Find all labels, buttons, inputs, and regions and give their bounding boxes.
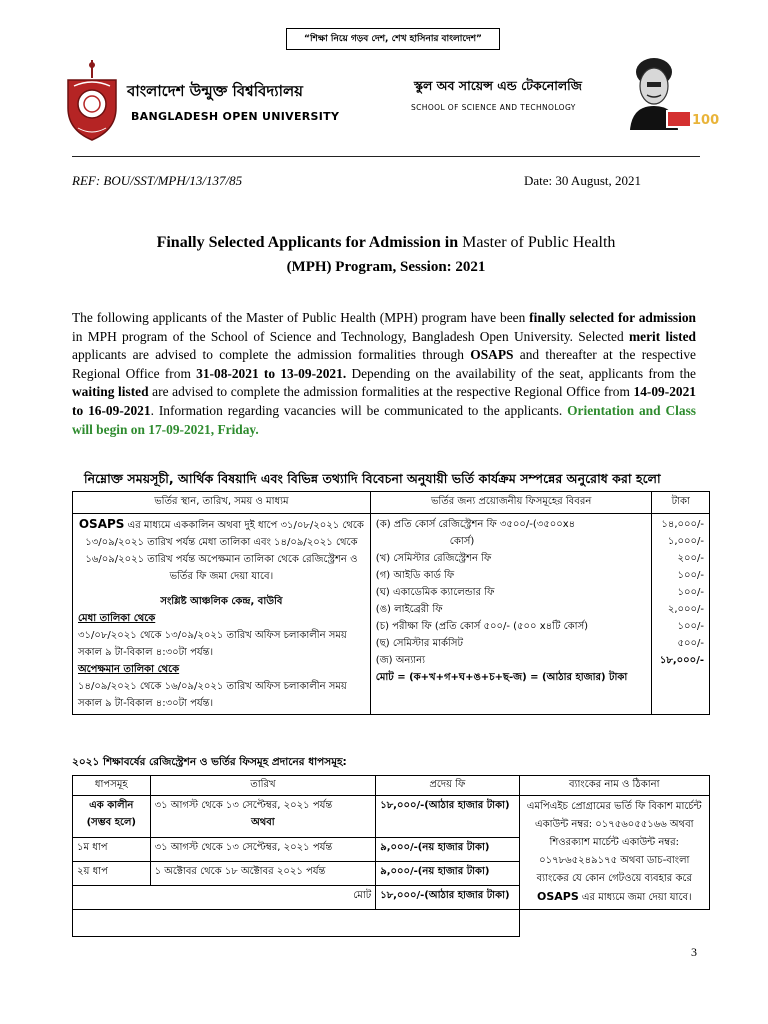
installment-total-fee: ১৮,০০০/-(আঠার হাজার টাকা) xyxy=(376,886,519,910)
installment-step: এক কালীন (সম্ভব হলে) xyxy=(73,796,151,838)
fee-amount: ১০০/- xyxy=(677,570,704,581)
slogan-box: “শিক্ষা নিয়ে গড়ব দেশ, শেখ হাসিনার বাংলাদেশ” xyxy=(286,28,500,50)
notice-date: Date: 30 August, 2021 xyxy=(524,173,641,188)
fee-table-header: টাকা xyxy=(652,492,710,514)
installment-step: ১ম ধাপ xyxy=(73,838,151,862)
fee-item: (গ) আইডি কার্ড ফি xyxy=(375,570,455,581)
installment-table xyxy=(72,775,710,937)
fee-table-header: ভর্তির জন্য প্রয়োজনীয় ফিসমূহের বিবরন xyxy=(370,492,652,514)
reference-number: REF: BOU/SST/MPH/13/137/85 xyxy=(72,173,243,188)
fee-item: (জ) অন্যান্য xyxy=(375,655,426,666)
fee-item: (খ) সেমিস্টার রেজিস্ট্রেশন ফি xyxy=(375,553,492,564)
installment-row xyxy=(73,796,710,838)
installment-spacer xyxy=(73,910,520,937)
osaps-label: OSAPS xyxy=(78,517,125,531)
admission-venue-cell xyxy=(73,514,371,715)
osaps-paragraph xyxy=(78,516,365,585)
intro-bold: waiting listed xyxy=(72,384,149,400)
intro-paragraph xyxy=(72,309,696,439)
bou-logo-icon xyxy=(64,58,120,144)
installment-step: ২য় ধাপ xyxy=(73,862,151,886)
intro-bold: 14-09-2021 to 16-09-2021 xyxy=(72,384,696,418)
installment-header: ধাপসমূহ xyxy=(73,776,151,796)
installment-date: ৩১ আগস্ট থেকে ১৩ সেপ্টেম্বর, ২০২১ পর্যন্ত xyxy=(154,800,333,811)
bank-osaps: OSAPS xyxy=(536,890,579,903)
installment-date: ৩১ আগস্ট থেকে ১৩ সেপ্টেম্বর, ২০২১ পর্যন্ত xyxy=(150,838,376,862)
fee-amount: ১০০/- xyxy=(677,621,704,632)
merit-list-text: ৩১/০৮/২০২১ থেকে ১৩/০৯/২০২১ তারিখ অফিস চলাকালীন সময় সকাল ৯ টা-বিকাল ৪:৩০টা পর্যন্ত। xyxy=(78,630,347,658)
intro-text: and thereafter at the respective Regional Office from xyxy=(72,347,696,381)
fee-table xyxy=(72,491,710,715)
fee-item: (ঘ) একাডেমিক ক্যালেন্ডার ফি xyxy=(375,587,495,598)
fee-item: (চ) পরীক্ষা ফি (প্রতি কোর্স ৫০০/- (৫০০ x৪টি কোর্স) xyxy=(375,621,589,632)
waiting-list-heading: অপেক্ষমান তালিকা থেকে xyxy=(78,664,180,675)
orientation-notice: Orientation and Class will begin on 17-09-2021, Friday. xyxy=(72,402,696,437)
installment-fee: ১৮,০০০/-(আঠার হাজার টাকা) xyxy=(376,796,519,838)
fee-total: মোট = (ক+খ+গ+ঘ+ঙ+চ+ছ-জ) = (আঠার হাজার) টাকা xyxy=(375,672,628,683)
title-part-2: Master of Public Health xyxy=(458,234,616,251)
intro-bold: OSAPS xyxy=(470,347,514,363)
intro-text: are advised to complete the admission formalities at the respective Regional Office from xyxy=(148,384,634,400)
intro-text: Depending on the availability of the seat, applicants from the xyxy=(346,365,696,381)
installment-header: প্রদেয় ফি xyxy=(376,776,519,796)
fee-amount: ১৪,০০০/- xyxy=(661,519,704,530)
schedule-heading: নিম্নোক্ত সময়সূচী, আর্থিক বিষয়াদি এবং বিভিন্ন তথ্যাদি বিবেচনা অনুযায়ী ভর্তি কার্যক্রম সম্পন্নের অনুরোধ করা হলো xyxy=(84,471,661,486)
school-name-bangla: স্কুল অব সায়েন্স এন্ড টেকনোলজি xyxy=(414,78,582,93)
fee-item: (ক) প্রতি কোর্স রেজিস্ট্রেশন ফি ৩৫০০/-(৩৫০০x৪ xyxy=(375,519,576,530)
intro-bold: merit listed xyxy=(628,328,696,344)
fee-item: (ছ) সেমিস্টার মার্কসিট xyxy=(375,638,463,649)
intro-text: . Information regarding vacancies will be communicated to the applicants. xyxy=(150,402,568,418)
installment-or: অথবা xyxy=(251,817,275,828)
bank-details: এমপিএইচ প্রোগ্রামের ভর্তি ফি বিকাশ মার্চেন্ট একাউন্ট নম্বর: ০১৭৫৬০৫৫১৬৬ অথবা শিওরক্যাশ মার্চেন্ট একাউন্ট নম্বর: ০১৭৮৬৫২৪৯১৭৫ অথবা ডাচ-বাংলা ব্যাংকের যে কোন গেটওয়ে ব্যবহার করে xyxy=(526,801,702,884)
installment-header: তারিখ xyxy=(150,776,376,796)
installment-header-row xyxy=(73,776,710,796)
header-divider xyxy=(72,156,700,157)
bank-details-cell xyxy=(519,796,709,910)
mujib-portrait-icon xyxy=(620,50,720,130)
fee-table-row xyxy=(73,514,710,715)
title-part-1: Finally Selected Applicants for Admission in xyxy=(156,234,459,251)
installment-spacer-row xyxy=(73,910,710,937)
fee-amount-total: ১৮,০০০/- xyxy=(659,655,704,666)
intro-text: in MPH program of the School of Science and Technology, Bangladesh Open University. Selected xyxy=(72,328,629,344)
university-name-english: BANGLADESH OPEN UNIVERSITY xyxy=(131,110,340,123)
installment-date-cell xyxy=(150,796,376,838)
merit-list-heading: মেধা তালিকা থেকে xyxy=(78,613,156,624)
title-part-3: (MPH) Program, Session: 2021 xyxy=(286,259,486,275)
page-number: 3 xyxy=(691,945,697,959)
fee-amount: ১০০/- xyxy=(677,587,704,598)
fee-details-cell xyxy=(370,514,652,715)
installment-fee: ৯,০০০/-(নয় হাজার টাকা) xyxy=(376,838,519,862)
university-name-bangla: বাংলাদেশ উন্মুক্ত বিশ্ববিদ্যালয় xyxy=(127,82,303,100)
amount-cell xyxy=(652,514,710,715)
page-title xyxy=(72,231,700,279)
installment-date: ১ অক্টোবর থেকে ১৮ অক্টোবর ২০২১ পর্যন্ত xyxy=(150,862,376,886)
fee-table-header-row xyxy=(73,492,710,514)
intro-text: The following applicants of the Master of Public Health (MPH) program have been xyxy=(72,310,530,325)
intro-bold: 31-08-2021 to 13-09-2021. xyxy=(196,365,347,381)
fee-amount: ১,০০০/- xyxy=(667,536,704,547)
svg-text:100: 100 xyxy=(692,113,720,128)
installment-header: ব্যাংকের নাম ও ঠিকানা xyxy=(519,776,709,796)
fee-table-header: ভর্তির স্থান, তারিখ, সময় ও মাধ্যম xyxy=(73,492,371,514)
intro-text: applicants are advised to complete the admission formalities through xyxy=(72,347,471,363)
installment-total-label: মোট xyxy=(73,886,376,910)
intro-bold: finally selected for admission xyxy=(529,310,697,325)
bank-details-end: এর মাধ্যমে জমা দেয়া যাবে। xyxy=(578,892,692,903)
fee-amount: ৫০০/- xyxy=(677,638,704,649)
installment-fee: ৯,০০০/-(নয় হাজার টাকা) xyxy=(376,862,519,886)
osaps-text: এর মাধ্যমে এককালিন অথবা দুই ধাপে ৩১/০৮/২০২১ থেকে ১৩/০৯/২০২১ তারিখ পর্যন্ত মেধা তালিকা এবং ১৪/০৯/২০২১ থেকে ১৬/০৯/২০২১ তারিখ পর্যন্ত অপেক্ষমান তালিকা থেকে রেজিস্ট্রেশন ও ভর্তির ফি জমা দেয়া যাবে। xyxy=(85,520,364,582)
school-name-english: SCHOOL OF SCIENCE AND TECHNOLOGY xyxy=(411,103,576,112)
fee-amount: ২,০০০/- xyxy=(667,604,704,615)
regional-center-label: সংশ্লিষ্ট আঞ্চলিক কেন্দ্র, বাউবি xyxy=(160,596,283,607)
fee-item: (ঙ) লাইব্রেরী ফি xyxy=(375,604,443,615)
waiting-list-text: ১৪/০৯/২০২১ থেকে ১৬/০৯/২০২১ তারিখ অফিস চলাকালীন সময় সকাল ৯ টা-বিকাল ৪:৩০টা পর্যন্ত। xyxy=(78,681,347,709)
fee-amount: ২০০/- xyxy=(677,553,704,564)
fee-item: কোর্স) xyxy=(449,536,475,547)
installment-title: ২০২১ শিক্ষাবর্ষের রেজিস্ট্রেশন ও ভর্তির ফিসমূহ প্রদানের ধাপসমূহ: xyxy=(72,756,347,768)
